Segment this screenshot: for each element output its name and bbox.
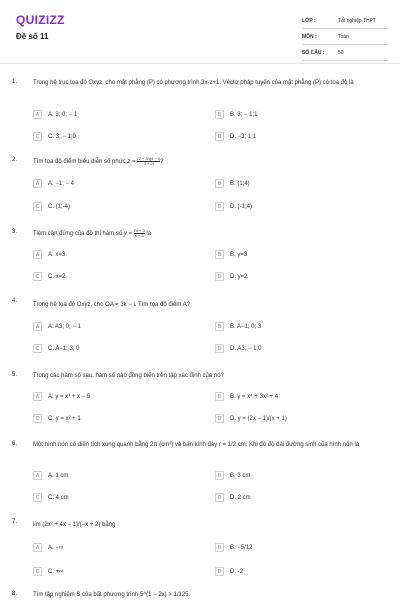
option-letter-box[interactable]: A xyxy=(33,543,42,552)
option-letter-box[interactable]: B xyxy=(215,110,224,119)
option-c[interactable] xyxy=(33,202,70,211)
fraction xyxy=(137,157,160,166)
option-letter-box[interactable]: A xyxy=(33,392,42,401)
question-text xyxy=(33,157,389,167)
option-text: C. 3; − 1;0 xyxy=(48,133,76,140)
option-letter-box[interactable]: B xyxy=(215,179,224,188)
option-a[interactable] xyxy=(33,250,65,259)
option-text: B. y=3 xyxy=(230,251,248,258)
meta-row-subject xyxy=(302,29,388,45)
option-b[interactable] xyxy=(215,392,278,401)
question-text xyxy=(33,229,389,239)
option-b[interactable] xyxy=(215,322,261,331)
question-text: lim (2x² + 4x − 1)/(−x + 2) bằng xyxy=(33,522,116,528)
option-letter-box[interactable]: D xyxy=(215,132,224,141)
option-letter-box[interactable]: D xyxy=(215,344,224,353)
option-letter-box[interactable]: B xyxy=(215,392,224,401)
fraction-denominator: x − 3 xyxy=(134,233,144,238)
worksheet-header xyxy=(0,0,400,65)
option-b[interactable] xyxy=(215,179,250,188)
exam-title: Đề số 11 xyxy=(16,32,49,41)
option-letter-box[interactable]: D xyxy=(215,202,224,211)
option-text: C. y = x² + 1 xyxy=(48,415,81,422)
option-letter-box[interactable]: A xyxy=(33,179,42,188)
question-text: Trong hệ tọa độ Oxyz, cho OA = 3k − i. Tìm tọa độ điểm A? xyxy=(33,302,191,308)
fraction-numerator: 2x − 3 xyxy=(133,228,145,233)
meta-value: Tốt nghiệp THPT xyxy=(338,17,376,24)
option-letter-box[interactable]: B xyxy=(215,471,224,480)
option-b[interactable] xyxy=(215,110,258,119)
question-text-tail: ? xyxy=(160,159,164,166)
option-a[interactable] xyxy=(33,179,74,188)
meta-key: SỐ CÂU : xyxy=(302,49,325,56)
meta-key: MÔN : xyxy=(302,33,317,40)
option-text: A. y = x³ + x − 5 xyxy=(48,393,91,400)
option-letter-box[interactable]: A xyxy=(33,322,42,331)
exam-meta xyxy=(302,13,388,61)
option-text: C. +∞ xyxy=(48,568,64,575)
option-text: D. y=2 xyxy=(230,273,248,280)
option-text: A. −1; − 4 xyxy=(48,180,75,187)
header-divider xyxy=(0,63,400,64)
meta-value: Toán xyxy=(338,33,349,40)
option-b[interactable] xyxy=(215,250,247,259)
option-text: D. −3; 1;1 xyxy=(230,133,257,140)
question-number: 2. xyxy=(12,157,18,163)
option-letter-box[interactable]: C xyxy=(33,567,42,576)
option-letter-box[interactable]: D xyxy=(215,272,224,281)
option-text: B. y = x⁴ + 3x² + 4 xyxy=(230,393,279,400)
question-number: 5. xyxy=(12,372,18,378)
question-text-lead: Tiệm cận đứng của đồ thị hàm số xyxy=(33,231,123,238)
option-d[interactable] xyxy=(215,414,287,423)
option-text: C. (1;-4) xyxy=(48,203,71,210)
option-a[interactable] xyxy=(33,110,77,119)
question-text: Trong hệ trục tọa độ Oxyz, cho mặt phẳng (P) có phương trình 3x-z+1. Véctơ pháp tuyến của mặt phẳng (P) có tọa độ là xyxy=(33,80,354,86)
meta-value: 50 xyxy=(338,49,344,56)
option-letter-box[interactable]: B xyxy=(215,250,224,259)
fraction xyxy=(134,229,145,238)
option-text: A. −∞ xyxy=(48,544,64,551)
quizizz-logo: QUIZIZZ xyxy=(16,13,65,27)
option-d[interactable] xyxy=(215,493,251,502)
fraction-numerator: (2 − 3i)(4 − i) xyxy=(137,156,161,161)
option-text: D. y = (2x − 1)/(x + 1) xyxy=(230,415,287,422)
option-text: B. 3; − 1;1 xyxy=(230,111,258,118)
option-text: C. A−1; 3; 0 xyxy=(48,345,80,352)
option-d[interactable] xyxy=(215,132,256,141)
option-a[interactable] xyxy=(33,471,68,480)
option-d[interactable] xyxy=(215,567,243,576)
option-text: D. 2 cm xyxy=(230,494,251,501)
option-letter-box[interactable]: D xyxy=(215,493,224,502)
option-c[interactable] xyxy=(33,132,76,141)
option-letter-box[interactable]: C xyxy=(33,132,42,141)
question-number: 8. xyxy=(12,591,18,597)
option-letter-box[interactable]: B xyxy=(215,543,224,552)
option-a[interactable] xyxy=(33,322,81,331)
option-letter-box[interactable]: C xyxy=(33,344,42,353)
question-text: Trong các hàm số sau, hàm số nào đồng biến trên tập xác định của nó? xyxy=(33,373,224,379)
option-text: A. 1 cm xyxy=(48,472,69,479)
option-d[interactable] xyxy=(215,272,248,281)
fraction-denominator: 3 + 2i xyxy=(143,161,154,166)
option-text: D. -2 xyxy=(230,568,244,575)
question-text-tail: là xyxy=(146,231,152,238)
option-text: A. 3; 0; − 1 xyxy=(48,111,78,118)
option-c[interactable] xyxy=(33,414,81,423)
option-text: A. x=3 xyxy=(48,251,66,258)
option-letter-box[interactable]: D xyxy=(215,414,224,423)
option-d[interactable] xyxy=(215,202,252,211)
option-letter-box[interactable]: C xyxy=(33,414,42,423)
option-letter-box[interactable]: B xyxy=(215,322,224,331)
option-b[interactable] xyxy=(215,471,250,480)
question-number: 4. xyxy=(12,298,18,304)
formula-lhs: y = xyxy=(123,231,133,238)
option-b[interactable] xyxy=(215,543,253,552)
option-text: B. (1;4) xyxy=(230,180,250,187)
option-letter-box[interactable]: D xyxy=(215,567,224,576)
option-a[interactable] xyxy=(33,543,63,552)
option-d[interactable] xyxy=(215,344,262,353)
option-text: A. A3; 0; − 1 xyxy=(48,323,81,330)
option-text: B. 3 cm xyxy=(230,472,251,479)
option-c[interactable] xyxy=(33,272,66,281)
meta-row-count xyxy=(302,45,388,61)
option-text: C. 4 cm xyxy=(48,494,69,501)
option-text: D. (-1;4) xyxy=(230,203,253,210)
meta-key: LỚP : xyxy=(302,17,316,24)
option-text: D. A3; − 1;0 xyxy=(230,345,262,352)
option-letter-box[interactable]: C xyxy=(33,493,42,502)
option-c[interactable] xyxy=(33,344,80,353)
option-letter-box[interactable]: A xyxy=(33,250,42,259)
option-text: C. x=2 xyxy=(48,273,66,280)
meta-row-class xyxy=(302,13,388,29)
question-text: Một hình nón có diện tích xung quanh bằng 2π (cm²) và bán kính đáy r = 1/2 cm. Khi đó độ dài đường sinh của hình nón là xyxy=(33,442,360,448)
question-number: 3. xyxy=(12,229,18,235)
question-text: Tìm tập nghiệm S của bất phương trình 5^(1 − 2x) > 1/125. xyxy=(33,592,191,598)
question-number: 1. xyxy=(12,79,18,85)
option-a[interactable] xyxy=(33,392,90,401)
question-text-lead: Tìm tọa độ điểm biểu diễn số phức xyxy=(33,159,126,166)
question-number: 7. xyxy=(12,519,18,525)
option-letter-box[interactable]: A xyxy=(33,110,42,119)
option-letter-box[interactable]: C xyxy=(33,202,42,211)
option-text: B. A−1; 0; 3 xyxy=(230,323,262,330)
option-text: B. −5/12 xyxy=(230,544,253,551)
formula-lhs: z = xyxy=(127,159,136,166)
option-c[interactable] xyxy=(33,493,69,502)
option-letter-box[interactable]: C xyxy=(33,272,42,281)
option-letter-box[interactable]: A xyxy=(33,471,42,480)
option-c[interactable] xyxy=(33,567,63,576)
question-number: 6. xyxy=(12,441,18,447)
